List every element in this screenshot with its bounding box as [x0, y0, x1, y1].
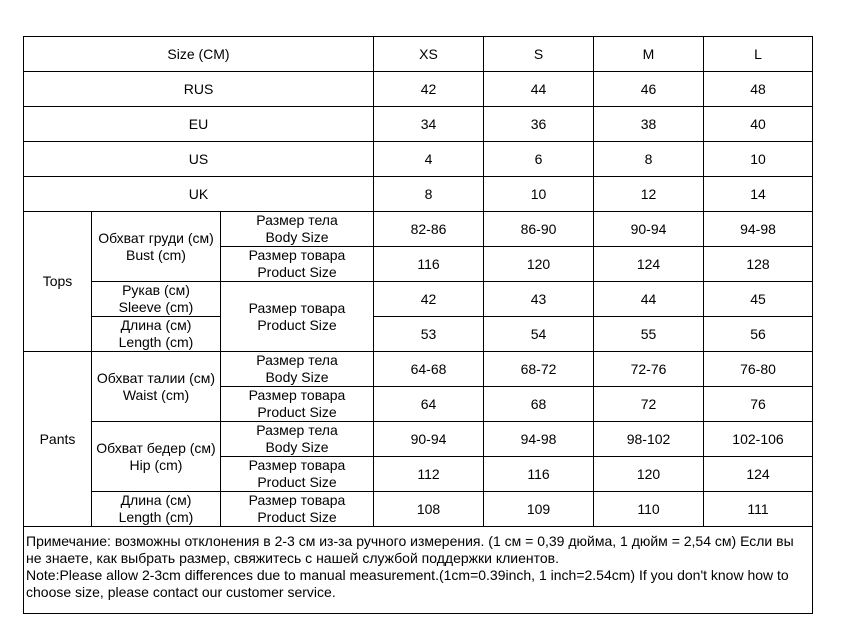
tops-section-label: Tops [24, 212, 92, 352]
note-row [24, 527, 813, 614]
table-cell: 40 [704, 107, 813, 142]
hip-label: Обхват бедер (см) Hip (cm) [92, 422, 221, 492]
waist-label: Обхват талии (см) Waist (cm) [92, 352, 221, 422]
pants-section-label: Pants [24, 352, 92, 527]
product-size-label: Размер товара Product Size [221, 282, 374, 352]
size-m-header: M [594, 37, 704, 72]
table-cell: 94-98 [704, 212, 813, 247]
length-label: Длина (см) Length (cm) [92, 317, 221, 352]
table-cell: 44 [484, 72, 594, 107]
table-cell: 56 [704, 317, 813, 352]
size-xs-header: XS [374, 37, 484, 72]
table-cell: 38 [594, 107, 704, 142]
size-chart-table [23, 36, 813, 614]
table-cell: 14 [704, 177, 813, 212]
table-cell: 108 [374, 492, 484, 527]
table-cell: 45 [704, 282, 813, 317]
table-cell: 98-102 [594, 422, 704, 457]
table-cell: 64-68 [374, 352, 484, 387]
table-cell: 120 [594, 457, 704, 492]
table-cell: 68-72 [484, 352, 594, 387]
table-cell: 36 [484, 107, 594, 142]
table-cell: 4 [374, 142, 484, 177]
table-cell: 48 [704, 72, 813, 107]
us-row [24, 142, 813, 177]
table-cell: 124 [704, 457, 813, 492]
table-cell: 42 [374, 282, 484, 317]
size-l-header: L [704, 37, 813, 72]
pants-length-row [24, 492, 813, 527]
table-cell: 12 [594, 177, 704, 212]
size-s-header: S [484, 37, 594, 72]
table-cell: 54 [484, 317, 594, 352]
table-cell: 10 [484, 177, 594, 212]
table-cell: 110 [594, 492, 704, 527]
measurement-note: Примечание: возможны отклонения в 2-3 см из-за ручного измерения. (1 см = 0,39 дюйма, 1 дюйм = 2,54 см) Если вы не знаете, как выбрать размер, свяжитесь с нашей службой поддержки клиентов. Note:Please allow 2-3cm differences due to manual measurement.(1cm=0.39inch, 1 inch=2.54cm) If you don't know how to choose size, please contact our customer service. [24, 527, 813, 614]
pants-hip-body-row [24, 422, 813, 457]
table-cell: 8 [594, 142, 704, 177]
table-cell: 8 [374, 177, 484, 212]
table-cell: 42 [374, 72, 484, 107]
table-cell: 43 [484, 282, 594, 317]
body-size-label: Размер тела Body Size [221, 212, 374, 247]
table-cell: 109 [484, 492, 594, 527]
table-cell: 46 [594, 72, 704, 107]
table-cell: 102-106 [704, 422, 813, 457]
tops-sleeve-row [24, 282, 813, 317]
table-cell: 76-80 [704, 352, 813, 387]
length-label: Длина (см) Length (cm) [92, 492, 221, 527]
table-cell: 116 [374, 247, 484, 282]
table-cell: 116 [484, 457, 594, 492]
product-size-label: Размер товара Product Size [221, 492, 374, 527]
eu-label: EU [24, 107, 374, 142]
table-cell: 53 [374, 317, 484, 352]
table-cell: 34 [374, 107, 484, 142]
table-cell: 86-90 [484, 212, 594, 247]
table-cell: 112 [374, 457, 484, 492]
product-size-label: Размер товара Product Size [221, 457, 374, 492]
eu-row [24, 107, 813, 142]
table-cell: 120 [484, 247, 594, 282]
table-cell: 90-94 [594, 212, 704, 247]
table-cell: 90-94 [374, 422, 484, 457]
table-cell: 124 [594, 247, 704, 282]
uk-row [24, 177, 813, 212]
pants-waist-body-row [24, 352, 813, 387]
tops-length-row [24, 317, 813, 352]
size-cm-header: Size (CM) [24, 37, 374, 72]
rus-label: RUS [24, 72, 374, 107]
table-cell: 44 [594, 282, 704, 317]
product-size-label: Размер товара Product Size [221, 387, 374, 422]
table-cell: 72-76 [594, 352, 704, 387]
table-cell: 76 [704, 387, 813, 422]
us-label: US [24, 142, 374, 177]
rus-row [24, 72, 813, 107]
table-cell: 6 [484, 142, 594, 177]
table-cell: 10 [704, 142, 813, 177]
table-cell: 68 [484, 387, 594, 422]
tops-bust-body-row [24, 212, 813, 247]
product-size-label: Размер товара Product Size [221, 247, 374, 282]
table-cell: 111 [704, 492, 813, 527]
uk-label: UK [24, 177, 374, 212]
header-row [24, 37, 813, 72]
table-cell: 128 [704, 247, 813, 282]
table-cell: 82-86 [374, 212, 484, 247]
bust-label: Обхват груди (см) Bust (cm) [92, 212, 221, 282]
body-size-label: Размер тела Body Size [221, 352, 374, 387]
sleeve-label: Рукав (см) Sleeve (cm) [92, 282, 221, 317]
body-size-label: Размер тела Body Size [221, 422, 374, 457]
table-cell: 55 [594, 317, 704, 352]
table-cell: 64 [374, 387, 484, 422]
table-cell: 94-98 [484, 422, 594, 457]
table-cell: 72 [594, 387, 704, 422]
